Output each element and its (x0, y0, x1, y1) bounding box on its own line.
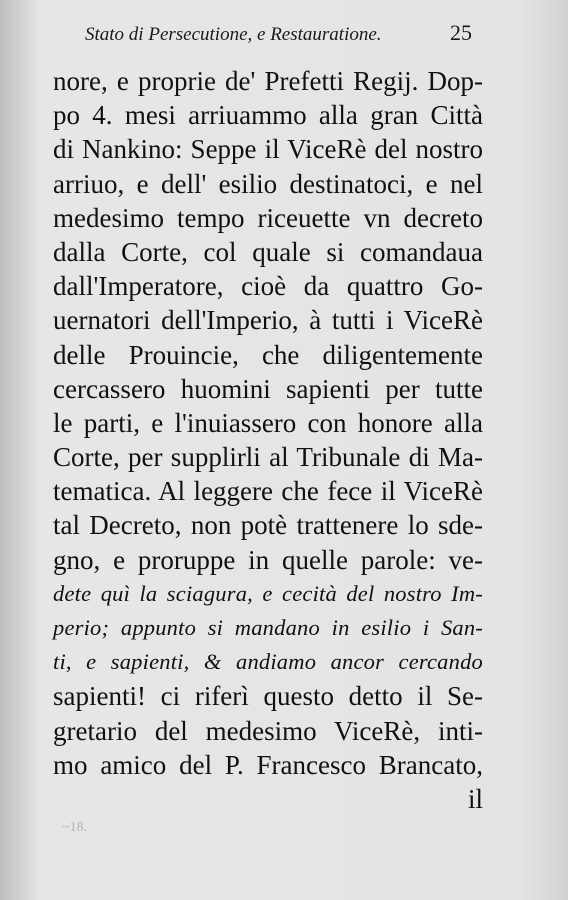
text-line: nore, e proprie de' Prefetti Regij. Dop- (53, 66, 483, 96)
bleed-through-text: ~18. (62, 820, 88, 835)
text-line: perio; appunto si mandano in esilio i San- (53, 615, 483, 640)
text-line: dall'Imperatore, cioè da quattro Go- (53, 271, 483, 302)
body-text (53, 64, 483, 816)
text-line: arriuo, e dell' esilio destinatoci, e nel (53, 168, 483, 199)
text-line: tal Decreto, non potè trattenere lo sde- (53, 510, 483, 541)
text-line: Corte, per supplirli al Tribunale di Ma- (53, 442, 483, 473)
text-line: dete quì la sciagura, e cecità del nostro Im- (53, 580, 483, 606)
text-line: uernatori dell'Imperio, à tutti i ViceRè (53, 305, 483, 336)
text-line: ti, e sapienti, & andiamo ancor cercando (53, 649, 483, 675)
text-line: medesimo tempo riceuette vn decreto (53, 202, 483, 233)
text-line: tematica. Al leggere che fece il ViceRè (53, 476, 483, 507)
page-number: 25 (450, 20, 472, 45)
text-line: gretario del medesimo ViceRè, inti- (53, 715, 483, 746)
text-line: cercassero huomini sapienti per tutte (53, 373, 483, 404)
text-line: di Nankino: Seppe il ViceRè del nostro (53, 134, 483, 165)
page-header (85, 20, 485, 50)
text-line: sapienti! ci riferì questo detto il Se- (53, 681, 483, 712)
text-line: dalla Corte, col quale si comandaua (53, 236, 483, 267)
text-line: il (467, 783, 483, 814)
text-line: le parti, e l'inuiassero con honore alla (53, 407, 483, 438)
text-line: mo amico del P. Francesco Brancato, (53, 749, 483, 780)
text-line: delle Prouincie, che diligentemente (53, 339, 483, 370)
text-line: po 4. mesi arriuammo alla gran Città (53, 100, 483, 131)
text-line: gno, e proruppe in quelle parole: ve- (53, 544, 483, 575)
running-title: Stato di Persecutione, e Restauratione. (85, 24, 382, 45)
